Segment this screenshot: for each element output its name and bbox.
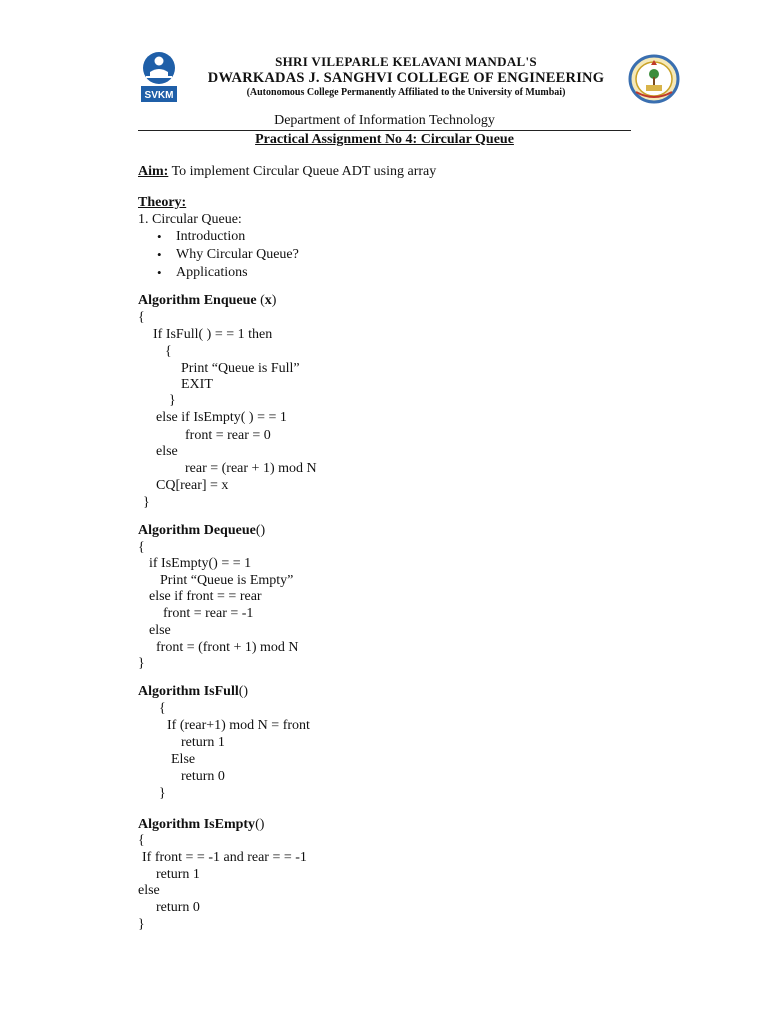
isfull-heading [138, 683, 248, 700]
enqueue-line: CQ[rear] = x [156, 478, 229, 493]
enqueue-line: else if IsEmpty( ) = = 1 [156, 410, 287, 425]
svkm-logo-text: SVKM [144, 90, 174, 101]
isempty-line: { [138, 833, 145, 848]
isfull-line: If (rear+1) mod N = front [167, 718, 310, 733]
assignment-title: Practical Assignment No 4: Circular Queue [255, 132, 514, 147]
isempty-line: else [138, 883, 160, 898]
enqueue-line: EXIT [181, 377, 213, 392]
isempty-line: return 0 [156, 900, 200, 915]
dequeue-line: else [149, 623, 171, 638]
aim-text: To implement Circular Queue ADT using array [168, 164, 437, 179]
isempty-heading [138, 816, 264, 833]
department-name: Department of Information Technology [274, 113, 495, 128]
isempty-heading-rest: () [255, 817, 265, 832]
isfull-line: Else [171, 752, 196, 767]
bullet-icon: • [157, 265, 162, 280]
isfull-heading-bold: Algorithm IsFull [138, 684, 239, 699]
isempty-line: return 1 [156, 867, 200, 882]
isfull-heading-rest: () [238, 684, 249, 699]
dequeue-line: else if front = = rear [149, 589, 262, 604]
aim-label: Aim: [138, 164, 169, 179]
theory-bullet-introduction: Introduction [176, 229, 246, 244]
isfull-line: return 1 [181, 735, 225, 750]
bullet-icon: • [157, 229, 162, 244]
org-line: SHRI VILEPARLE KELAVANI MANDAL'S [275, 54, 537, 69]
theory-heading: Theory: [138, 195, 187, 210]
isempty-line: If front = = -1 and rear = = -1 [142, 850, 307, 865]
dequeue-heading [138, 522, 265, 539]
bullet-icon: • [157, 247, 162, 262]
isfull-line: return 0 [181, 769, 225, 784]
theory-item: 1. Circular Queue: [138, 212, 242, 227]
enqueue-heading-bold: Algorithm Enqueue [138, 293, 257, 308]
college-name: DWARKADAS J. SANGHVI COLLEGE OF ENGINEERING [207, 70, 605, 86]
isfull-line: { [159, 701, 166, 716]
dequeue-line: } [138, 656, 145, 671]
isfull-line: } [159, 786, 166, 801]
enqueue-heading-close: ) [271, 293, 277, 308]
dequeue-line: Print “Queue is Empty” [160, 573, 294, 588]
header-divider [138, 130, 631, 131]
dequeue-heading-bold: Algorithm Dequeue [138, 523, 256, 538]
dequeue-line: front = (front + 1) mod N [156, 640, 299, 655]
enqueue-line: } [169, 393, 176, 408]
dequeue-line: if IsEmpty() = = 1 [149, 556, 252, 571]
affiliation-line: (Autonomous College Permanently Affiliated to the University of Mumbai) [246, 87, 566, 98]
dequeue-line: front = rear = -1 [163, 606, 254, 621]
enqueue-line: If IsFull( ) = = 1 then [153, 327, 273, 342]
enqueue-heading-param: x [264, 293, 272, 308]
enqueue-line: Print “Queue is Full” [181, 361, 300, 376]
enqueue-line: else [156, 444, 178, 459]
aim-line [138, 163, 436, 180]
theory-bullet-why: Why Circular Queue? [176, 247, 299, 262]
theory-bullet-applications: Applications [176, 265, 248, 280]
enqueue-heading [138, 292, 276, 309]
enqueue-line: front = rear = 0 [185, 428, 271, 443]
svkm-logo [138, 50, 180, 104]
isempty-heading-bold: Algorithm IsEmpty [138, 817, 256, 832]
enqueue-line: { [165, 344, 172, 359]
enqueue-line: { [138, 310, 145, 325]
enqueue-line: } [143, 495, 150, 510]
enqueue-heading-open: ( [256, 293, 265, 308]
enqueue-line: rear = (rear + 1) mod N [185, 461, 317, 476]
dequeue-line: { [138, 540, 145, 555]
isempty-line: } [138, 917, 145, 932]
college-emblem-logo [626, 52, 682, 104]
dequeue-heading-rest: () [255, 523, 266, 538]
